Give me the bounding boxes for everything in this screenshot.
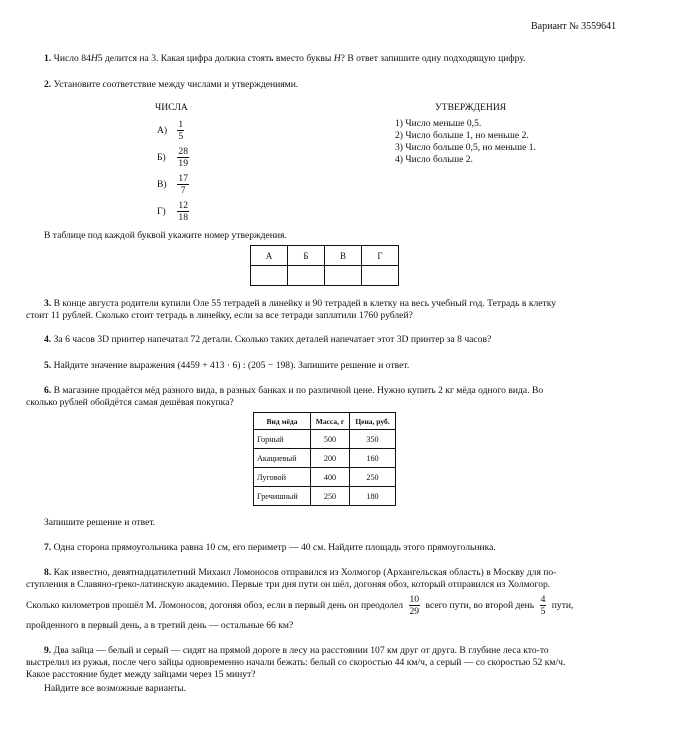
task-number: 4. [44,334,52,345]
statement-item: 3) Число больше 0,5, но меньше 1. [395,142,536,153]
task-8-line-4: пройденного в первый день, а в третий день — остальные 66 км? [26,620,294,631]
task-9-line-2: выстрелил из ружья, после чего зайцы одновременно начали бежать: белый со скоростью 44 км/ч, а серый — со скоростью 52 км/ч. [26,657,566,668]
denominator: 7 [180,185,186,196]
fraction-item-g [157,200,189,223]
honey-table [253,412,396,506]
table-cell: 250 [350,468,396,487]
table-cell: 250 [311,487,350,506]
task-text: За 6 часов 3D принтер напечатал 72 детали. Сколько таких деталей напечатает этот 3D принтер за 8 часов? [53,334,492,345]
fraction [540,594,547,617]
table-row [251,246,399,266]
task-text: В магазине продаётся мёд разного вида, в разных банках и по различной цене. Нужно купить 2 кг мёда одного вида. Во [53,385,544,396]
item-label: В) [157,179,167,190]
task-text: Найдите значение выражения (4459 + 413 · 6) : (205 − 198). Запишите решение и ответ. [53,360,410,371]
item-label: Б) [157,152,166,163]
header-cell-v: В [325,246,362,266]
task-text: В конце августа родители купили Оле 55 тетрадей в линейку и 90 тетрадей в клетку на весь учебный год. Тетрадь в клетку [53,298,557,309]
fraction [177,200,189,223]
table-row [254,449,396,468]
task-text: Число 84 [53,53,91,64]
variant-number: Вариант № 3559641 [531,21,617,32]
task-2 [44,79,298,91]
header-cell-b: Б [288,246,325,266]
task-6 [44,385,543,397]
column-header: Вид мёда [254,413,311,430]
table-row [254,487,396,506]
task-number: 3. [44,298,52,309]
task-3-line-2: стоит 11 рублей. Сколько стоит тетрадь в линейку, если за все тетради заплатили 1760 рублей? [26,310,413,321]
task-6-line-2: сколько рублей обойдётся самая дешёвая покупка? [26,397,234,408]
fraction-item-a [157,119,184,142]
table-cell: 200 [311,449,350,468]
table-cell: Луговой [254,468,311,487]
answer-cell[interactable] [288,266,325,286]
header-cell-a: А [251,246,288,266]
task-number: 2. [44,79,52,90]
task-6-footer: Запишите решение и ответ. [44,517,156,528]
table-cell: Гречишный [254,487,311,506]
answer-cell[interactable] [325,266,362,286]
task-text: пути, [551,600,574,611]
fraction-item-v [157,173,189,196]
numerator: 4 [540,594,546,605]
answer-cell[interactable] [251,266,288,286]
task-text: всего пути, во второй день [425,600,535,611]
numbers-column-title: ЧИСЛА [155,102,188,113]
column-header: Масса, г [311,413,350,430]
task-text-italic: H [333,53,341,64]
denominator: 5 [178,131,184,142]
table-cell: 400 [311,468,350,487]
fraction [177,119,184,142]
task-text: Установите соответствие между числами и утверждениями. [53,79,299,90]
task-8 [44,567,556,579]
denominator: 18 [178,212,188,223]
answer-table [250,245,399,286]
table-row [254,430,396,449]
task-number: 8. [44,567,52,578]
task-number: 5. [44,360,52,371]
table-row [251,266,399,286]
numerator: 17 [178,173,188,184]
table-cell: 180 [350,487,396,506]
table-cell: Акациевый [254,449,311,468]
fraction [409,594,421,617]
task-text: Как известно, девятнадцатилетний Михаил Ломоносов отправился из Холмогор (Архангельская область) в Москву для по- [53,567,557,578]
task-8-line-3 [26,594,573,617]
table-cell: 350 [350,430,396,449]
column-header: Цена, руб. [350,413,396,430]
task-text: Сколько километров прошёл М. Ломоносов, догоняя обоз, если в первый день он преодолел [26,600,404,611]
task-9-line-4: Найдите все возможные варианты. [44,683,187,694]
fraction [177,146,189,169]
numerator: 10 [409,594,420,605]
header-cell-g: Г [362,246,399,266]
statements-list [395,118,536,166]
denominator: 5 [540,606,546,617]
table-instruction: В таблице под каждой буквой укажите номер утверждения. [44,230,287,241]
item-label: Г) [157,206,166,217]
task-3 [44,298,556,310]
statement-item: 2) Число больше 1, но меньше 2. [395,130,529,141]
table-cell: 160 [350,449,396,468]
task-text-italic: H [90,53,98,64]
task-4 [44,334,491,346]
task-9-line-3: Какое расстояние будет между зайцами через 15 минут? [26,669,256,680]
task-number: 1. [44,53,52,64]
task-1 [44,53,526,65]
answer-cell[interactable] [362,266,399,286]
numerator: 28 [178,146,188,157]
statement-item: 4) Число больше 2. [395,154,473,165]
task-text: 5 делится на 3. Какая цифра должна стоять вместо буквы [97,53,334,64]
item-label: А) [157,125,168,136]
fraction-item-b [157,146,189,169]
table-row [254,468,396,487]
task-5 [44,360,409,372]
fraction [177,173,189,196]
numerator: 1 [178,119,184,130]
task-8-line-2: ступления в Славяно-греко-латинскую академию. Первые три дня пути он шёл, догоняя обоз, который отправился из Холмогор. [26,579,551,590]
task-number: 6. [44,385,52,396]
task-number: 9. [44,645,52,656]
denominator: 29 [409,606,420,617]
table-cell: Горный [254,430,311,449]
table-cell: 500 [311,430,350,449]
table-row [254,413,396,430]
statement-item: 1) Число меньше 0,5. [395,118,482,129]
task-9 [44,645,549,657]
denominator: 19 [178,158,188,169]
statements-column-title: УТВЕРЖДЕНИЯ [435,102,507,113]
numerator: 12 [178,200,188,211]
task-number: 7. [44,542,52,553]
task-text: Одна сторона прямоугольника равна 10 см, его периметр — 40 см. Найдите площадь этого прямоугольника. [53,542,496,553]
task-text: ? В ответ запишите одну подходящую цифру. [340,53,526,64]
task-text: Два зайца — белый и серый — сидят на прямой дороге в лесу на расстоянии 107 км друг от друга. В глубине леса кто-то [53,645,549,656]
task-7 [44,542,496,554]
